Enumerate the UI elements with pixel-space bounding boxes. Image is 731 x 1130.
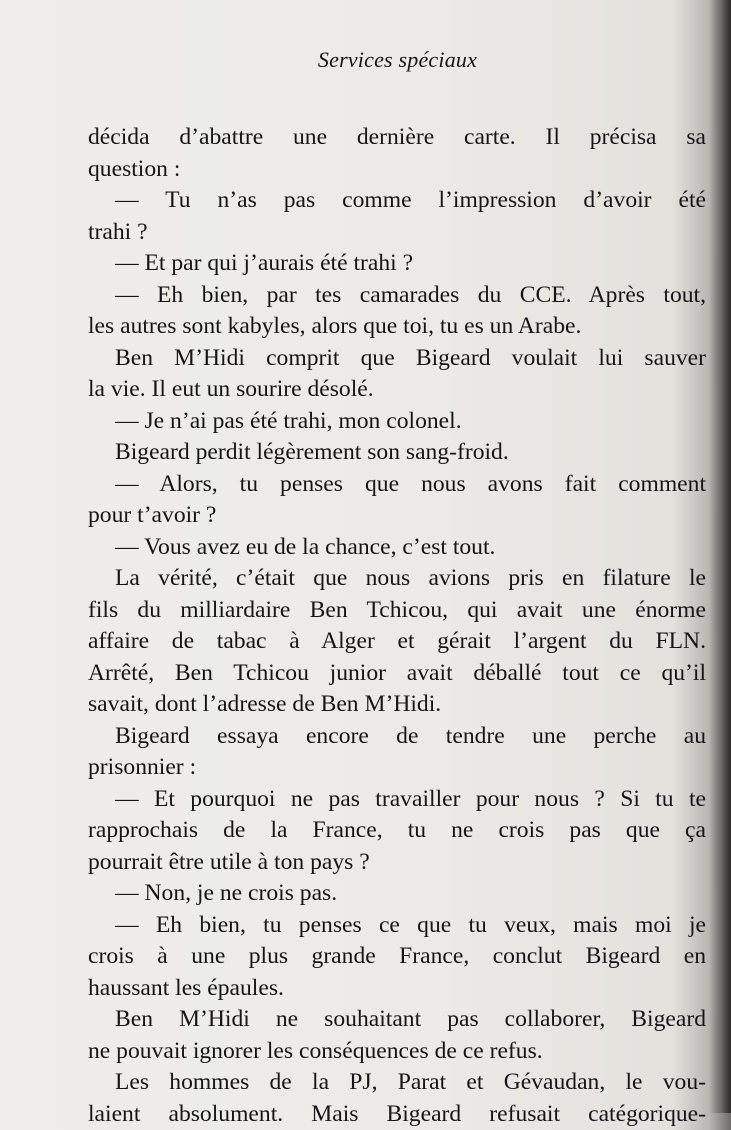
- text-line: — Eh bien, par tes camarades du CCE. Après tout,: [88, 280, 706, 312]
- text-line: — Et pourquoi ne pas travailler pour nous ? Si tu te: [88, 784, 706, 816]
- text-line: les autres sont kabyles, alors que toi, tu es un Arabe.: [88, 311, 706, 343]
- text-line: question :: [88, 154, 706, 186]
- text-line: prisonnier :: [88, 752, 706, 784]
- text-line: affaire de tabac à Alger et gérait l’argent du FLN.: [88, 626, 706, 658]
- text-line: — Non, je ne crois pas.: [88, 878, 706, 910]
- text-line: — Je n’ai pas été trahi, mon colonel.: [88, 406, 706, 438]
- text-line: la vie. Il eut un sourire désolé.: [88, 374, 706, 406]
- text-line: laient absolument. Mais Bigeard refusait catégorique-: [88, 1099, 706, 1130]
- text-line: Bigeard perdit légèrement son sang-froid.: [88, 437, 706, 469]
- text-line: Bigeard essaya encore de tendre une perche au: [88, 721, 706, 753]
- page-gutter-shadow: [709, 0, 731, 1113]
- text-line: haussant les épaules.: [88, 973, 706, 1005]
- text-line: Ben M’Hidi ne souhaitant pas collaborer, Bigeard: [88, 1004, 706, 1036]
- text-line: — Alors, tu penses que nous avons fait comment: [88, 469, 706, 501]
- text-line: fils du milliardaire Ben Tchicou, qui avait une énorme: [88, 595, 706, 627]
- text-line: trahi ?: [88, 217, 706, 249]
- text-line: Les hommes de la PJ, Parat et Gévaudan, le vou-: [88, 1067, 706, 1099]
- text-line: — Eh bien, tu penses ce que tu veux, mais moi je: [88, 910, 706, 942]
- running-head: Services spéciaux: [0, 46, 731, 74]
- text-line: décida d’abattre une dernière carte. Il précisa sa: [88, 122, 706, 154]
- text-line: — Et par qui j’aurais été trahi ?: [88, 248, 706, 280]
- text-line: pour t’avoir ?: [88, 500, 706, 532]
- text-line: pourrait être utile à ton pays ?: [88, 847, 706, 879]
- text-line: La vérité, c’était que nous avions pris en filature le: [88, 563, 706, 595]
- text-line: — Vous avez eu de la chance, c’est tout.: [88, 532, 706, 564]
- text-line: Arrêté, Ben Tchicou junior avait déballé tout ce qu’il: [88, 658, 706, 690]
- text-line: — Tu n’as pas comme l’impression d’avoir été: [88, 185, 706, 217]
- text-line: ne pouvait ignorer les conséquences de ce refus.: [88, 1036, 706, 1068]
- body-text: [88, 122, 706, 1130]
- text-line: savait, dont l’adresse de Ben M’Hidi.: [88, 689, 706, 721]
- text-line: crois à une plus grande France, conclut Bigeard en: [88, 941, 706, 973]
- text-line: rapprochais de la France, tu ne crois pas que ça: [88, 815, 706, 847]
- text-line: Ben M’Hidi comprit que Bigeard voulait lui sauver: [88, 343, 706, 375]
